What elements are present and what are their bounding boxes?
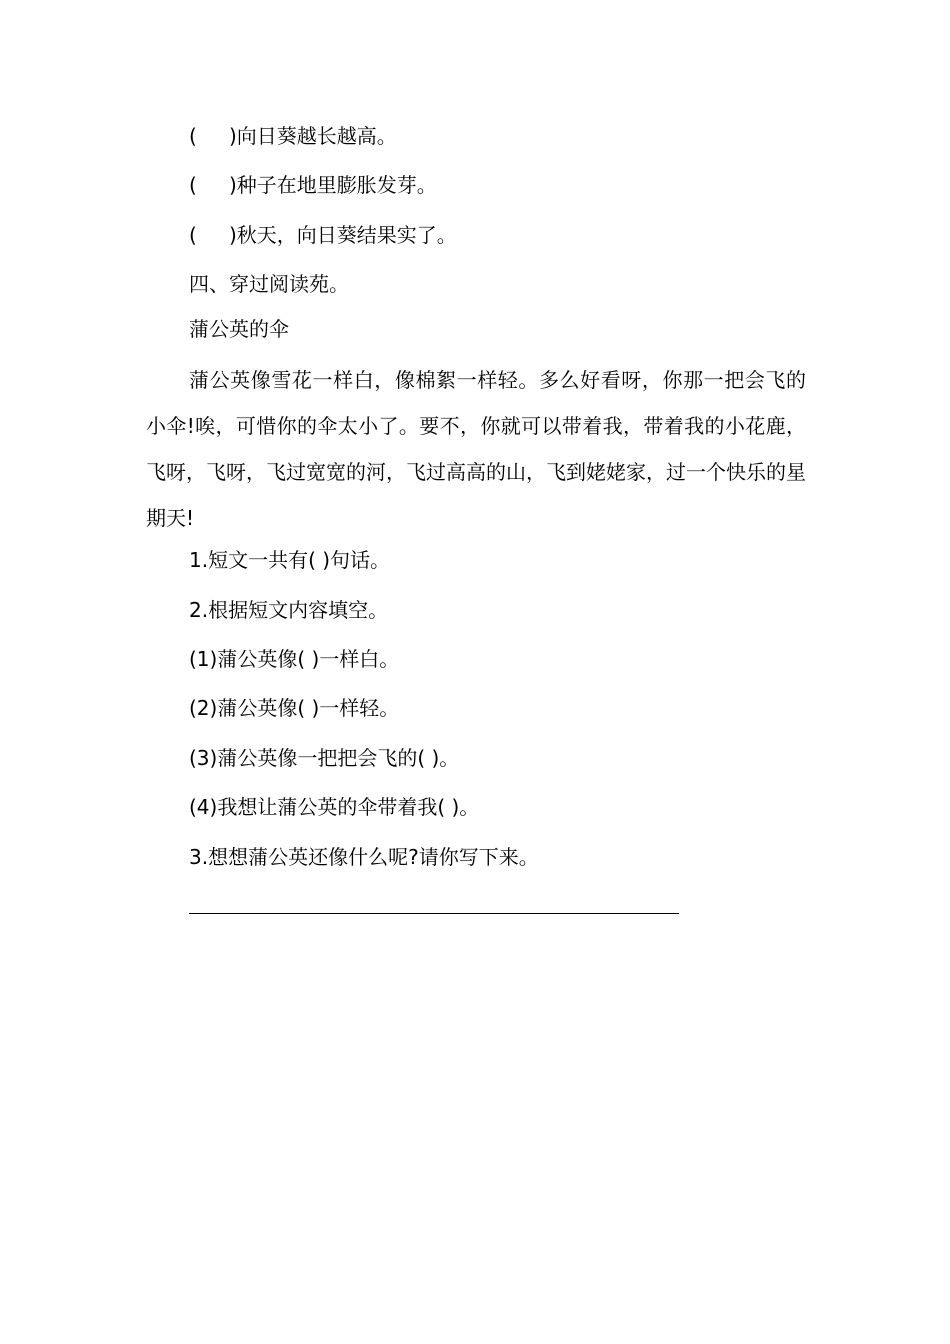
question: (2)蒲公英像( )一样轻。 xyxy=(189,696,400,720)
question: 3.想想蒲公英还像什么呢?请你写下来。 xyxy=(189,845,539,869)
section-heading: 四、穿过阅读苑。 xyxy=(189,272,349,296)
question: (1)蒲公英像( )一样白。 xyxy=(189,647,400,671)
order-item xyxy=(189,221,457,249)
answer-line[interactable] xyxy=(189,913,679,914)
passage-text: 蒲公英像雪花一样白，像棉絮一样轻。多么好看呀，你那一把会飞的小伞!唉，可惜你的伞太小了。要不，你就可以带着我，带着我的小花鹿，飞呀，飞呀，飞过宽宽的河，飞过高高的山，飞到姥姥家，过一个快乐的星期天! xyxy=(146,368,806,530)
passage-title: 蒲公英的伞 xyxy=(189,317,289,341)
order-bracket: ( xyxy=(189,124,197,148)
order-item xyxy=(189,171,437,199)
order-item xyxy=(189,122,397,150)
question: (3)蒲公英像一把把会飞的( )。 xyxy=(189,746,460,770)
question: (4)我想让蒲公英的伞带着我( )。 xyxy=(189,795,480,819)
order-text: )种子在地里膨胀发芽。 xyxy=(229,173,437,197)
order-text: )向日葵越长越高。 xyxy=(229,124,397,148)
question: 2.根据短文内容填空。 xyxy=(189,598,389,622)
order-bracket: ( xyxy=(189,223,197,247)
order-bracket: ( xyxy=(189,173,197,197)
order-text: )秋天，向日葵结果实了。 xyxy=(229,223,457,247)
question: 1.短文一共有( )句话。 xyxy=(189,548,391,572)
